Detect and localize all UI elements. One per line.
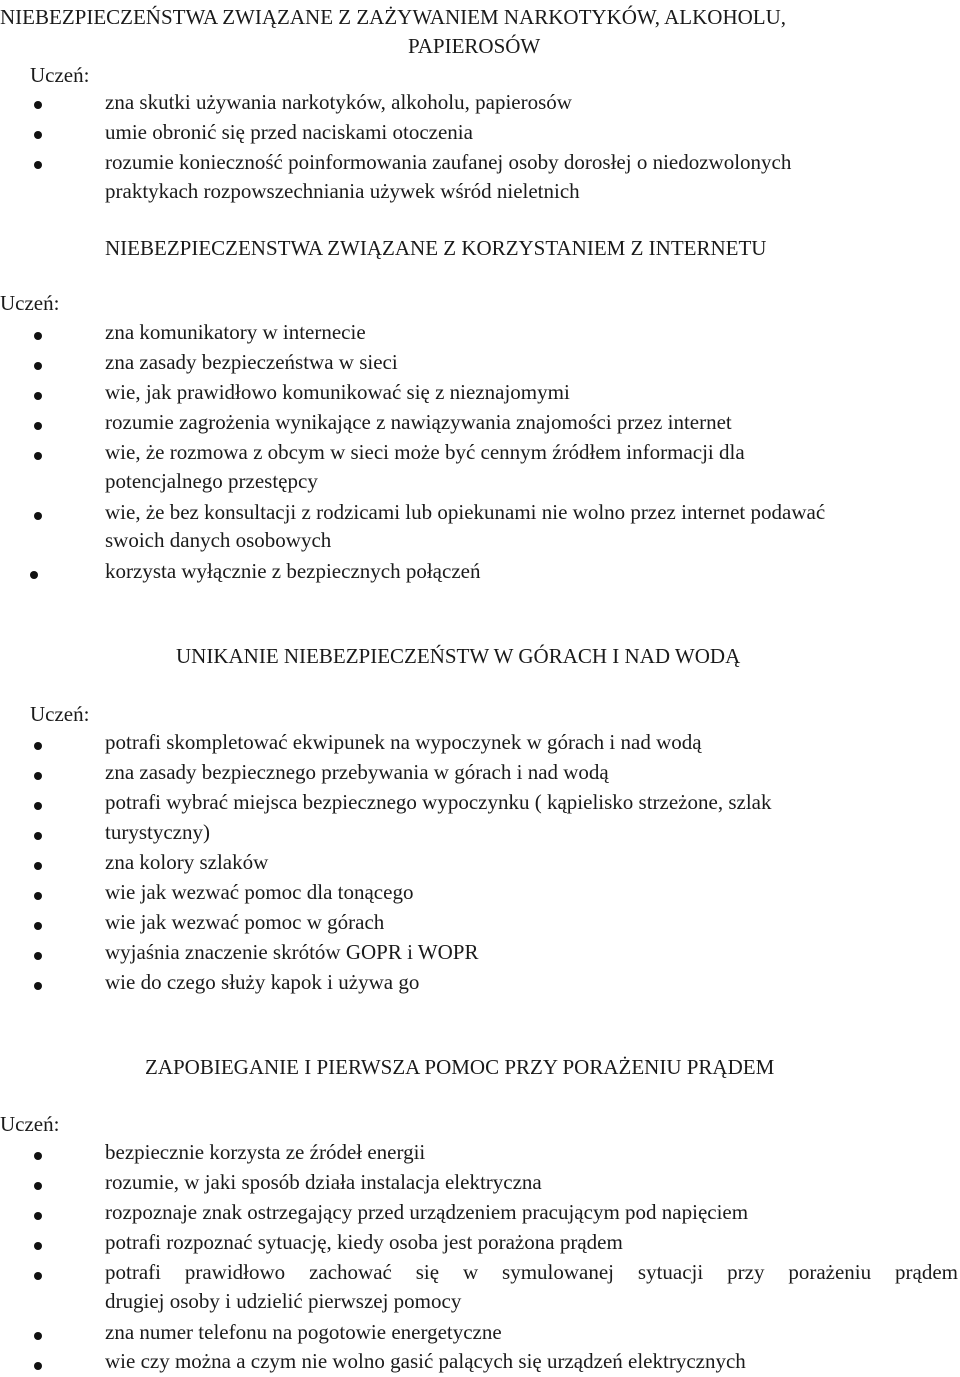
bullet-icon <box>34 772 42 780</box>
bullet-icon <box>34 742 42 750</box>
section-1-student-label: Uczeń: <box>30 63 90 87</box>
bullet-icon <box>34 392 42 400</box>
bullet-icon <box>34 1242 42 1250</box>
list-item: zna komunikatory w internecie <box>105 320 366 344</box>
list-item: zna kolory szlaków <box>105 850 269 874</box>
list-item-continuation: praktykach rozpowszechniania używek wśród nieletnich <box>105 179 580 203</box>
bullet-icon <box>34 832 42 840</box>
section-2-student-label: Uczeń: <box>0 291 60 315</box>
bullet-icon <box>34 452 42 460</box>
list-item-continuation: swoich danych osobowych <box>105 528 332 552</box>
bullet-icon <box>34 982 42 990</box>
list-item: rozumie zagrożenia wynikające z nawiązywania znajomości przez internet <box>105 410 732 434</box>
list-item: umie obronić się przed naciskami otoczenia <box>105 120 473 144</box>
bullet-icon <box>34 892 42 900</box>
section-1-title-line-1: NIEBEZPIECZEŃSTWA ZWIĄZANE Z ZAŻYWANIEM NARKOTYKÓW, ALKOHOLU, <box>0 5 787 29</box>
bullet-icon <box>34 952 42 960</box>
section-1-title-line-2: PAPIEROSÓW <box>408 34 541 58</box>
bullet-icon <box>34 922 42 930</box>
list-item: wie do czego służy kapok i używa go <box>105 970 420 994</box>
section-3-title: UNIKANIE NIEBEZPIECZEŃSTW W GÓRACH I NAD WODĄ <box>176 644 741 668</box>
list-item: zna numer telefonu na pogotowie energetyczne <box>105 1320 502 1344</box>
bullet-icon <box>34 332 42 340</box>
section-4-student-label: Uczeń: <box>0 1112 60 1136</box>
bullet-icon <box>34 1152 42 1160</box>
bullet-icon <box>34 1332 42 1340</box>
bullet-icon <box>34 862 42 870</box>
list-item: wyjaśnia znaczenie skrótów GOPR i WOPR <box>105 940 479 964</box>
list-item: potrafi rozpoznać sytuację, kiedy osoba jest porażona prądem <box>105 1230 623 1254</box>
bullet-icon <box>30 571 38 579</box>
section-2-title: NIEBEZPIECZENSTWA ZWIĄZANE Z KORZYSTANIEM Z INTERNETU <box>105 236 767 260</box>
bullet-icon <box>34 802 42 810</box>
list-item: potrafi prawidłowo zachować się w symulowanej sytuacji przy porażeniu prądem <box>105 1260 958 1284</box>
bullet-icon <box>34 161 42 169</box>
bullet-icon <box>34 1212 42 1220</box>
list-item: bezpiecznie korzysta ze źródeł energii <box>105 1140 426 1164</box>
bullet-icon <box>34 1182 42 1190</box>
list-item: rozpoznaje znak ostrzegający przed urządzeniem pracującym pod napięciem <box>105 1200 749 1224</box>
list-item-continuation: turystyczny) <box>105 820 210 844</box>
bullet-icon <box>34 362 42 370</box>
bullet-icon <box>34 131 42 139</box>
bullet-icon <box>34 1362 42 1370</box>
list-item: potrafi wybrać miejsca bezpiecznego wypoczynku ( kąpielisko strzeżone, szlak <box>105 790 772 814</box>
list-item: wie jak wezwać pomoc w górach <box>105 910 385 934</box>
list-item: wie czy można a czym nie wolno gasić palących się urządzeń elektrycznych <box>105 1349 746 1373</box>
section-4-title: ZAPOBIEGANIE I PIERWSZA POMOC PRZY PORAŻENIU PRĄDEM <box>145 1055 775 1079</box>
list-item: zna zasady bezpieczeństwa w sieci <box>105 350 398 374</box>
bullet-icon <box>34 101 42 109</box>
list-item: zna skutki używania narkotyków, alkoholu, papierosów <box>105 90 572 114</box>
list-item-continuation: drugiej osoby i udzielić pierwszej pomocy <box>105 1289 462 1313</box>
bullet-icon <box>34 1272 42 1280</box>
list-item: wie, jak prawidłowo komunikować się z nieznajomymi <box>105 380 570 404</box>
list-item: wie, że bez konsultacji z rodzicami lub opiekunami nie wolno przez internet podawać <box>105 500 826 524</box>
bullet-icon <box>34 512 42 520</box>
section-3-student-label: Uczeń: <box>30 702 90 726</box>
list-item: wie jak wezwać pomoc dla tonącego <box>105 880 414 904</box>
list-item: wie, że rozmowa z obcym w sieci może być cennym źródłem informacji dla <box>105 440 745 464</box>
list-item: zna zasady bezpiecznego przebywania w górach i nad wodą <box>105 760 609 784</box>
list-item-continuation: potencjalnego przestępcy <box>105 469 318 493</box>
list-item: rozumie, w jaki sposób działa instalacja elektryczna <box>105 1170 542 1194</box>
list-item: rozumie konieczność poinformowania zaufanej osoby dorosłej o niedozwolonych <box>105 150 792 174</box>
list-item: korzysta wyłącznie z bezpiecznych połączeń <box>105 559 481 583</box>
bullet-icon <box>34 422 42 430</box>
list-item: potrafi skompletować ekwipunek na wypoczynek w górach i nad wodą <box>105 730 702 754</box>
